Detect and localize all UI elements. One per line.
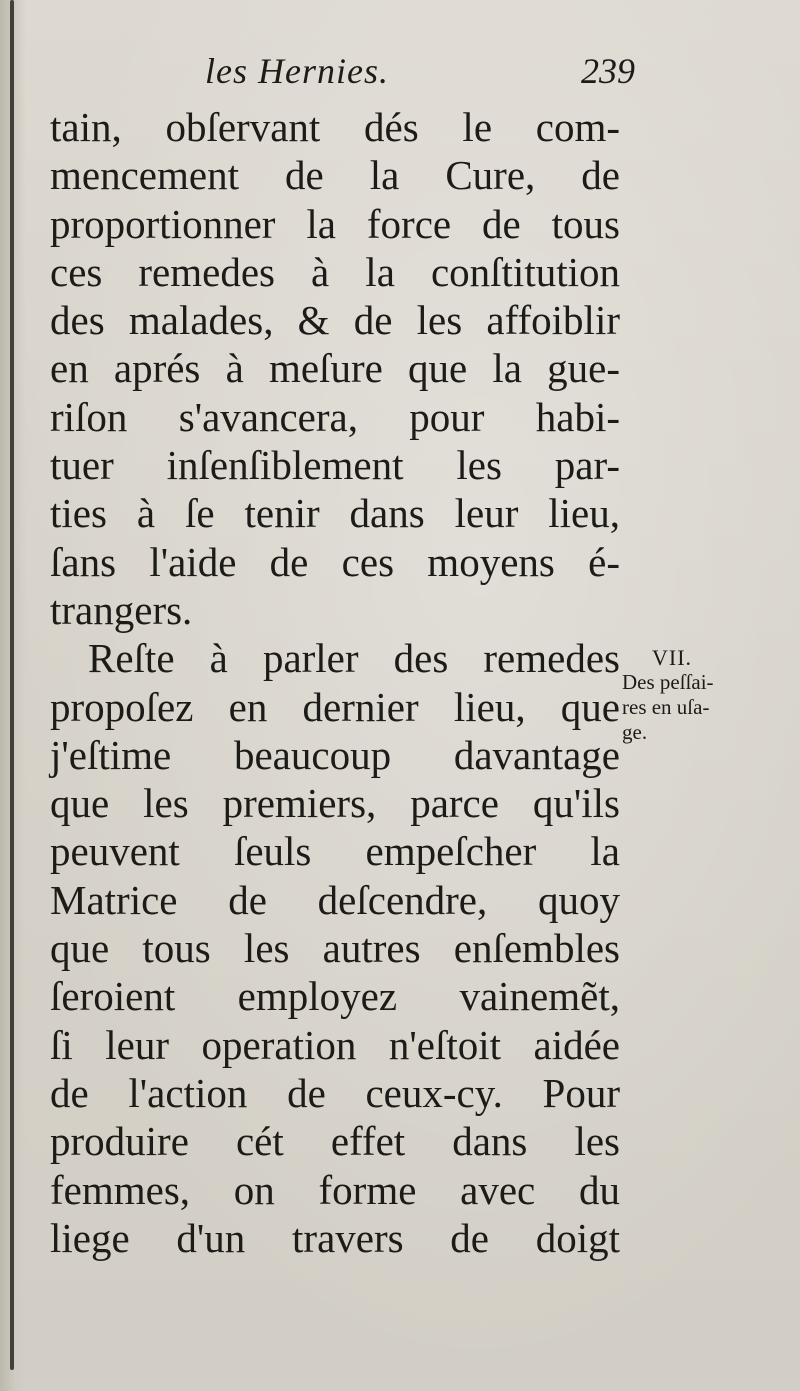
text-line: en aprés à meſure que la gue- (50, 345, 620, 392)
text-line: que les premiers, parce qu'ils (50, 780, 620, 827)
text-line: ties à ſe tenir dans leur lieu, (50, 490, 620, 537)
text-line: de l'action de ceux-cy. Pour (50, 1069, 620, 1116)
text-line: ſeroient employez vainemẽt, (50, 973, 620, 1020)
text-line: peuvent ſeuls empeſcher la (50, 828, 620, 875)
page-header (205, 50, 635, 110)
text-line: ces remedes à la conſtitution (50, 248, 620, 295)
margin-note-line: ge. (622, 720, 648, 744)
text-line: riſon s'avancera, pour habi- (50, 393, 620, 440)
running-head: les Hernies. (205, 51, 389, 91)
page-gutter (0, 0, 26, 1391)
text-line: ſans l'aide de ces moyens é- (50, 538, 620, 585)
margin-note-number: VII. (652, 645, 693, 670)
margin-note-line: Des peſſai- (622, 670, 714, 694)
text-line: des malades, & de les affoiblir (50, 297, 620, 344)
page-number: 239 (581, 51, 635, 91)
text-line: femmes, on forme avec du (50, 1166, 620, 1213)
binding-edge (10, 0, 14, 1370)
text-line: Reſte à parler des remedes (88, 635, 620, 682)
text-line: propoſez en dernier lieu, que (50, 683, 620, 730)
text-line: produire cét effet dans les (50, 1118, 620, 1165)
text-line: tuer inſenſiblement les par- (50, 442, 620, 489)
text-line: j'eſtime beaucoup davantage (50, 731, 620, 778)
text-line: ſi leur operation n'eſtoit aidée (50, 1021, 620, 1068)
text-line: trangers. (50, 586, 193, 633)
text-line: que tous les autres enſembles (50, 925, 620, 972)
text-line: liege d'un travers de doigt (50, 1214, 620, 1261)
margin-note (622, 645, 772, 745)
text-line: Matrice de deſcendre, quoy (50, 876, 620, 923)
body-text (50, 103, 620, 1262)
text-line: tain, obſervant dés le com- (50, 104, 620, 150)
text-line: proportionner la force de tous (50, 200, 620, 247)
margin-note-line: res en uſa- (622, 695, 710, 719)
text-line: mencement de la Cure, de (50, 152, 620, 199)
